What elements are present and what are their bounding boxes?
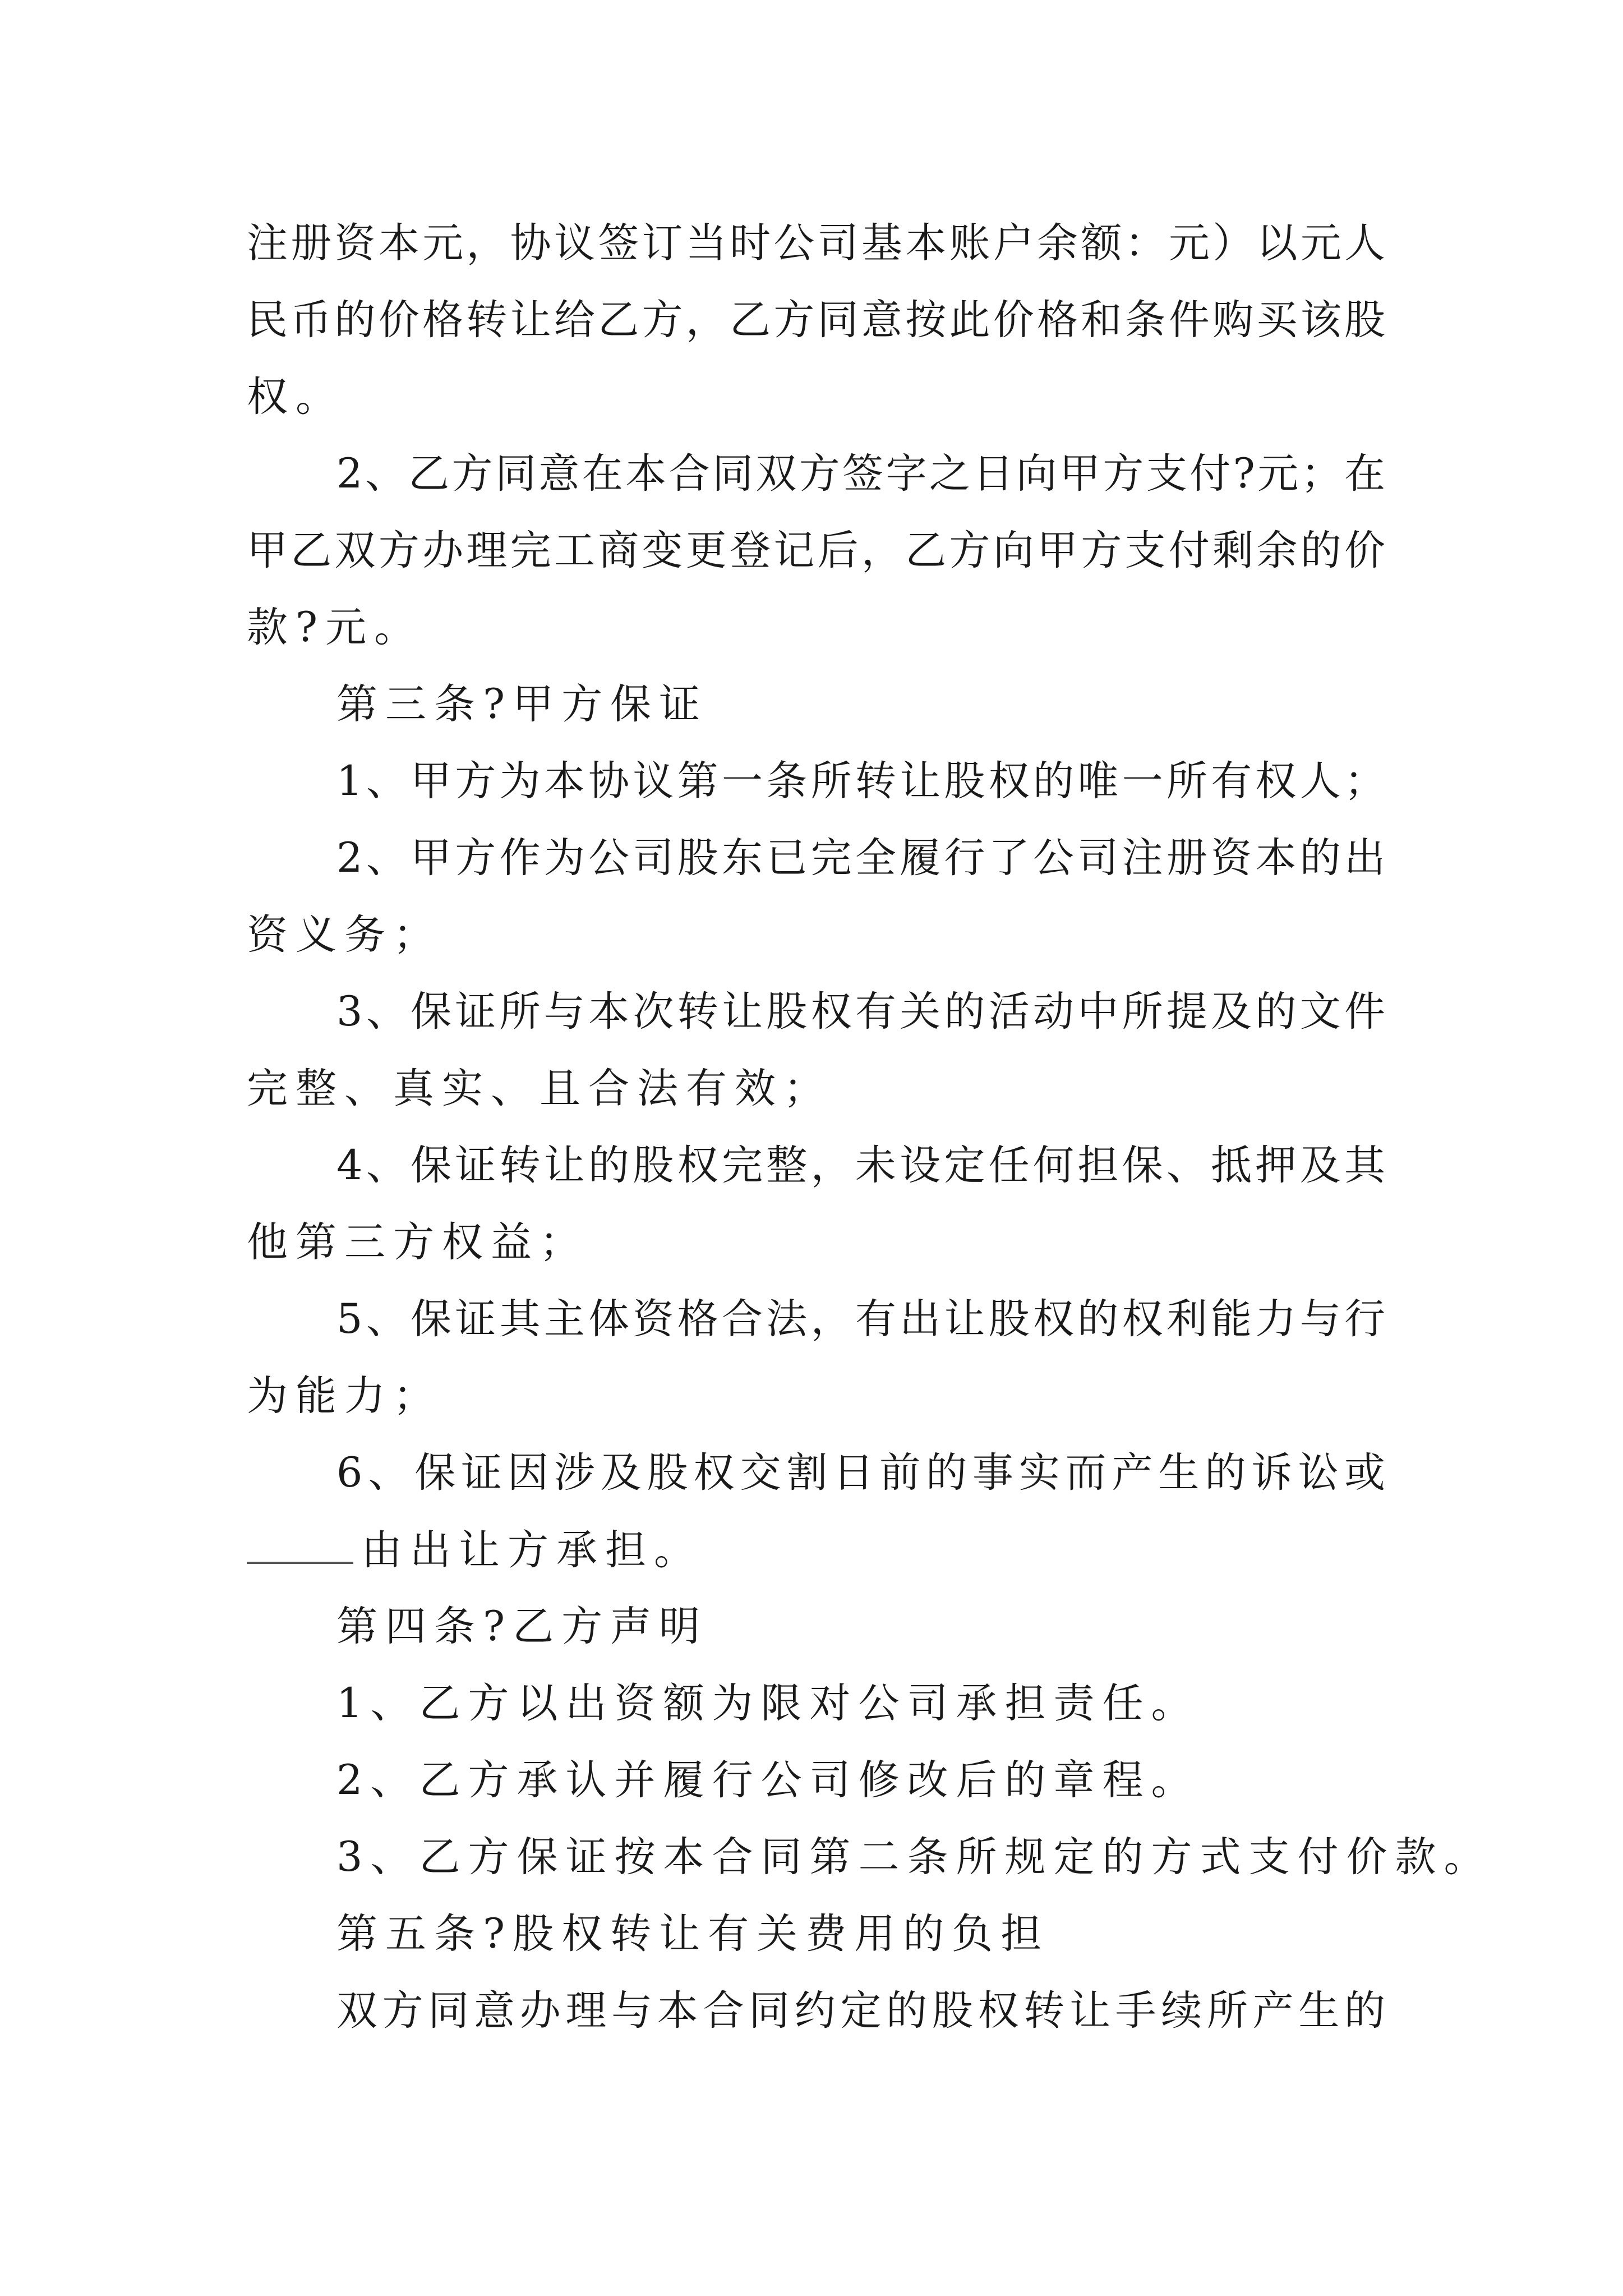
text-line: 由出让方承担。 — [361, 1526, 703, 1574]
text-line: 款?元。 — [247, 604, 423, 651]
text-line: 双方同意办理与本合同约定的股权转让手续所产生的 — [336, 1987, 1385, 2035]
text-line: 3、保证所与本次转让股权有关的活动中所提及的文件 — [336, 988, 1385, 1036]
text-line: 为能力； — [247, 1372, 442, 1420]
text-line: 4、保证转让的股权完整，未设定任何担保、抵押及其 — [336, 1142, 1385, 1189]
article-heading: 第四条?乙方声明 — [336, 1603, 708, 1650]
text-line: 2、乙方承认并履行公司修改后的章程。 — [336, 1756, 1200, 1804]
text-line: 民币的价格转让给乙方，乙方同意按此价格和条件购买该股 — [247, 296, 1385, 344]
text-line: 他第三方权益； — [247, 1218, 588, 1266]
text-line: 甲乙双方办理完工商变更登记后，乙方向甲方支付剩余的价 — [247, 527, 1385, 574]
text-line: 6、保证因涉及股权交割日前的事实而产生的诉讼或 — [336, 1449, 1385, 1497]
article-heading: 第三条?甲方保证 — [336, 680, 708, 728]
text-line: 1、甲方为本协议第一条所转让股权的唯一所有权人； — [336, 757, 1385, 805]
text-line: 5、保证其主体资格合法，有出让股权的权利能力与行 — [336, 1295, 1385, 1343]
text-line: 1、乙方以出资额为限对公司承担责任。 — [336, 1680, 1200, 1727]
text-line: 完整、真实、且合法有效； — [247, 1065, 832, 1112]
text-line: 权。 — [247, 373, 344, 421]
fill-in-blank — [247, 1525, 353, 1564]
text-line: 2、乙方同意在本合同双方签字之日向甲方支付?元；在 — [336, 450, 1385, 498]
text-line-with-blank — [247, 1525, 1385, 1576]
article-heading: 第五条?股权转让有关费用的负担 — [336, 1910, 1050, 1958]
text-line: 资义务； — [247, 911, 442, 959]
text-line: 注册资本元，协议签订当时公司基本账户余额：元）以元人 — [247, 219, 1385, 267]
text-line: 3、乙方保证按本合同第二条所规定的方式支付价款。 — [336, 1833, 1493, 1881]
text-line: 2、甲方作为公司股东已完全履行了公司注册资本的出 — [336, 834, 1385, 882]
